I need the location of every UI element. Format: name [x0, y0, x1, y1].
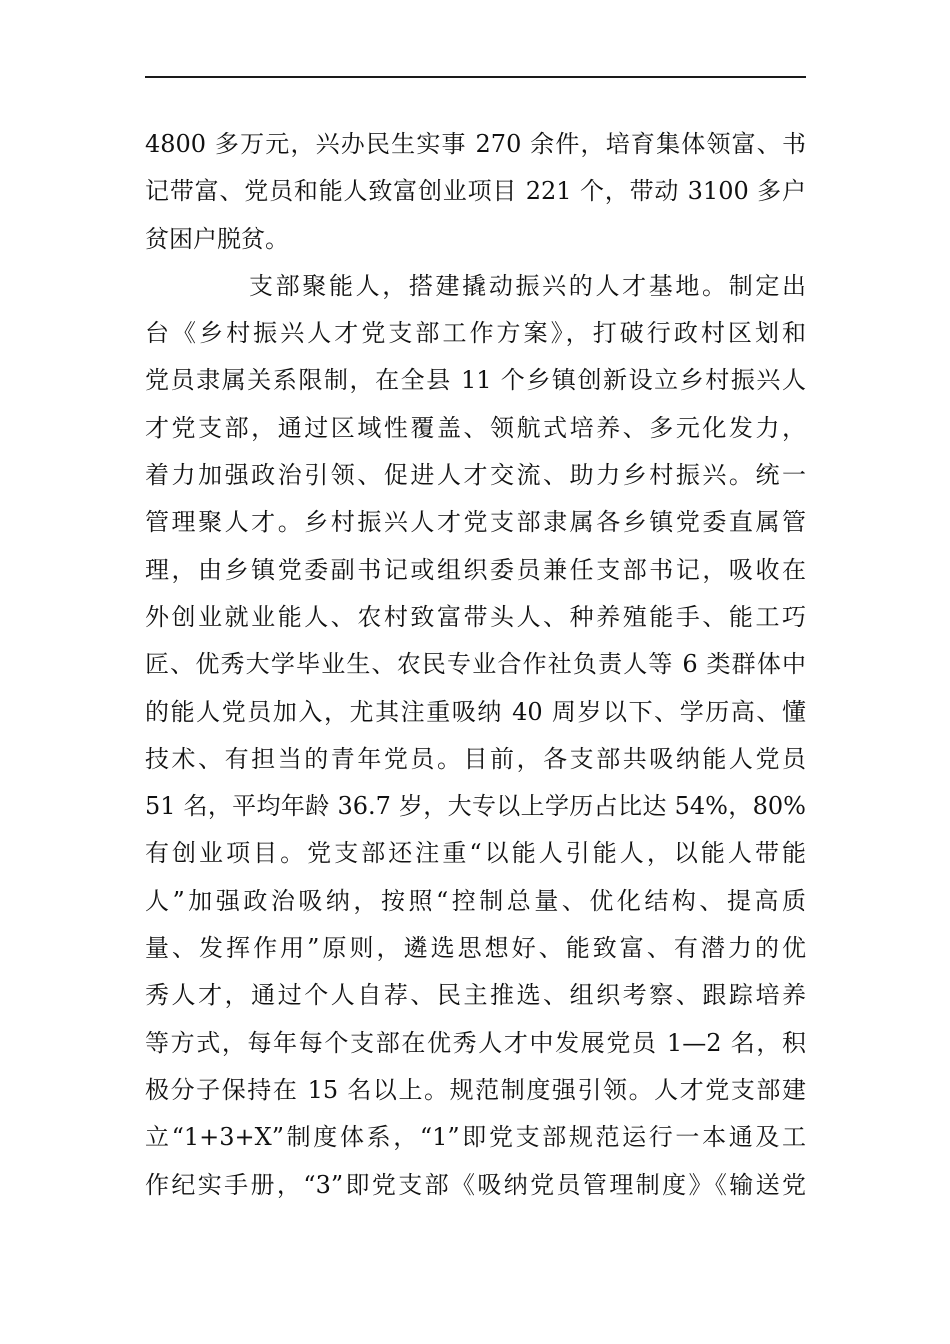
text-line-16: 有创业项目。党支部还注重“以能人引能人，以能人带能: [145, 839, 806, 868]
text-line-21: 极分子保持在 15 名以上。规范制度强引领。人才党支部建: [145, 1075, 806, 1104]
text-line-1: 4800 多万元，兴办民生实事 270 余件，培育集体领富、书: [145, 130, 806, 158]
text-line-19: 秀人才，通过个人自荐、民主推选、组织考察、跟踪培养: [145, 981, 806, 1010]
text-line-7: 才党支部，通过区域性覆盖、领航式培养、多元化发力，: [145, 413, 806, 442]
text-line-3: 贫困户脱贫。: [145, 224, 289, 253]
text-line-13: 的能人党员加入，尤其注重吸纳 40 周岁以下、学历高、懂: [145, 697, 806, 726]
text-line-12: 匠、优秀大学毕业生、农民专业合作社负责人等 6 类群体中: [145, 650, 806, 679]
text-line-17: 人”加强政治吸纳，按照“控制总量、优化结构、提高质: [145, 886, 806, 915]
text-line-2: 记带富、党员和能人致富创业项目 221 个，带动 3100 多户: [145, 177, 806, 206]
text-line-22: 立“1+3+X”制度体系，“1”即党支部规范运行一本通及工: [145, 1123, 806, 1152]
text-line-8: 着力加强政治引领、促进人才交流、助力乡村振兴。统一: [145, 461, 806, 490]
text-line-10: 理，由乡镇党委副书记或组织委员兼任支部书记，吸收在: [145, 555, 806, 584]
text-line-18: 量、发挥作用”原则，遴选思想好、能致富、有潜力的优: [145, 934, 806, 963]
text-line-14: 技术、有担当的青年党员。目前，各支部共吸纳能人党员: [145, 744, 806, 773]
header-rule: [145, 76, 806, 78]
text-line-15: 51 名，平均年龄 36.7 岁，大专以上学历占比达 54%，80%: [145, 792, 806, 821]
paragraph-start-line: 支部聚能人，搭建撬动振兴的人才基地。制定出: [249, 271, 806, 300]
text-line-11: 外创业就业能人、农村致富带头人、种养殖能手、能工巧: [145, 602, 806, 631]
body-text: [145, 121, 806, 1209]
text-line-9: 管理聚人才。乡村振兴人才党支部隶属各乡镇党委直属管: [145, 508, 806, 537]
text-line-5: 台《乡村振兴人才党支部工作方案》，打破行政村区划和: [145, 319, 806, 348]
text-line-20: 等方式，每年每个支部在优秀人才中发展党员 1—2 名，积: [145, 1028, 806, 1057]
text-line-6: 党员隶属关系限制，在全县 11 个乡镇创新设立乡村振兴人: [145, 366, 806, 395]
text-line-23: 作纪实手册，“3”即党支部《吸纳党员管理制度》《输送党: [145, 1170, 806, 1199]
